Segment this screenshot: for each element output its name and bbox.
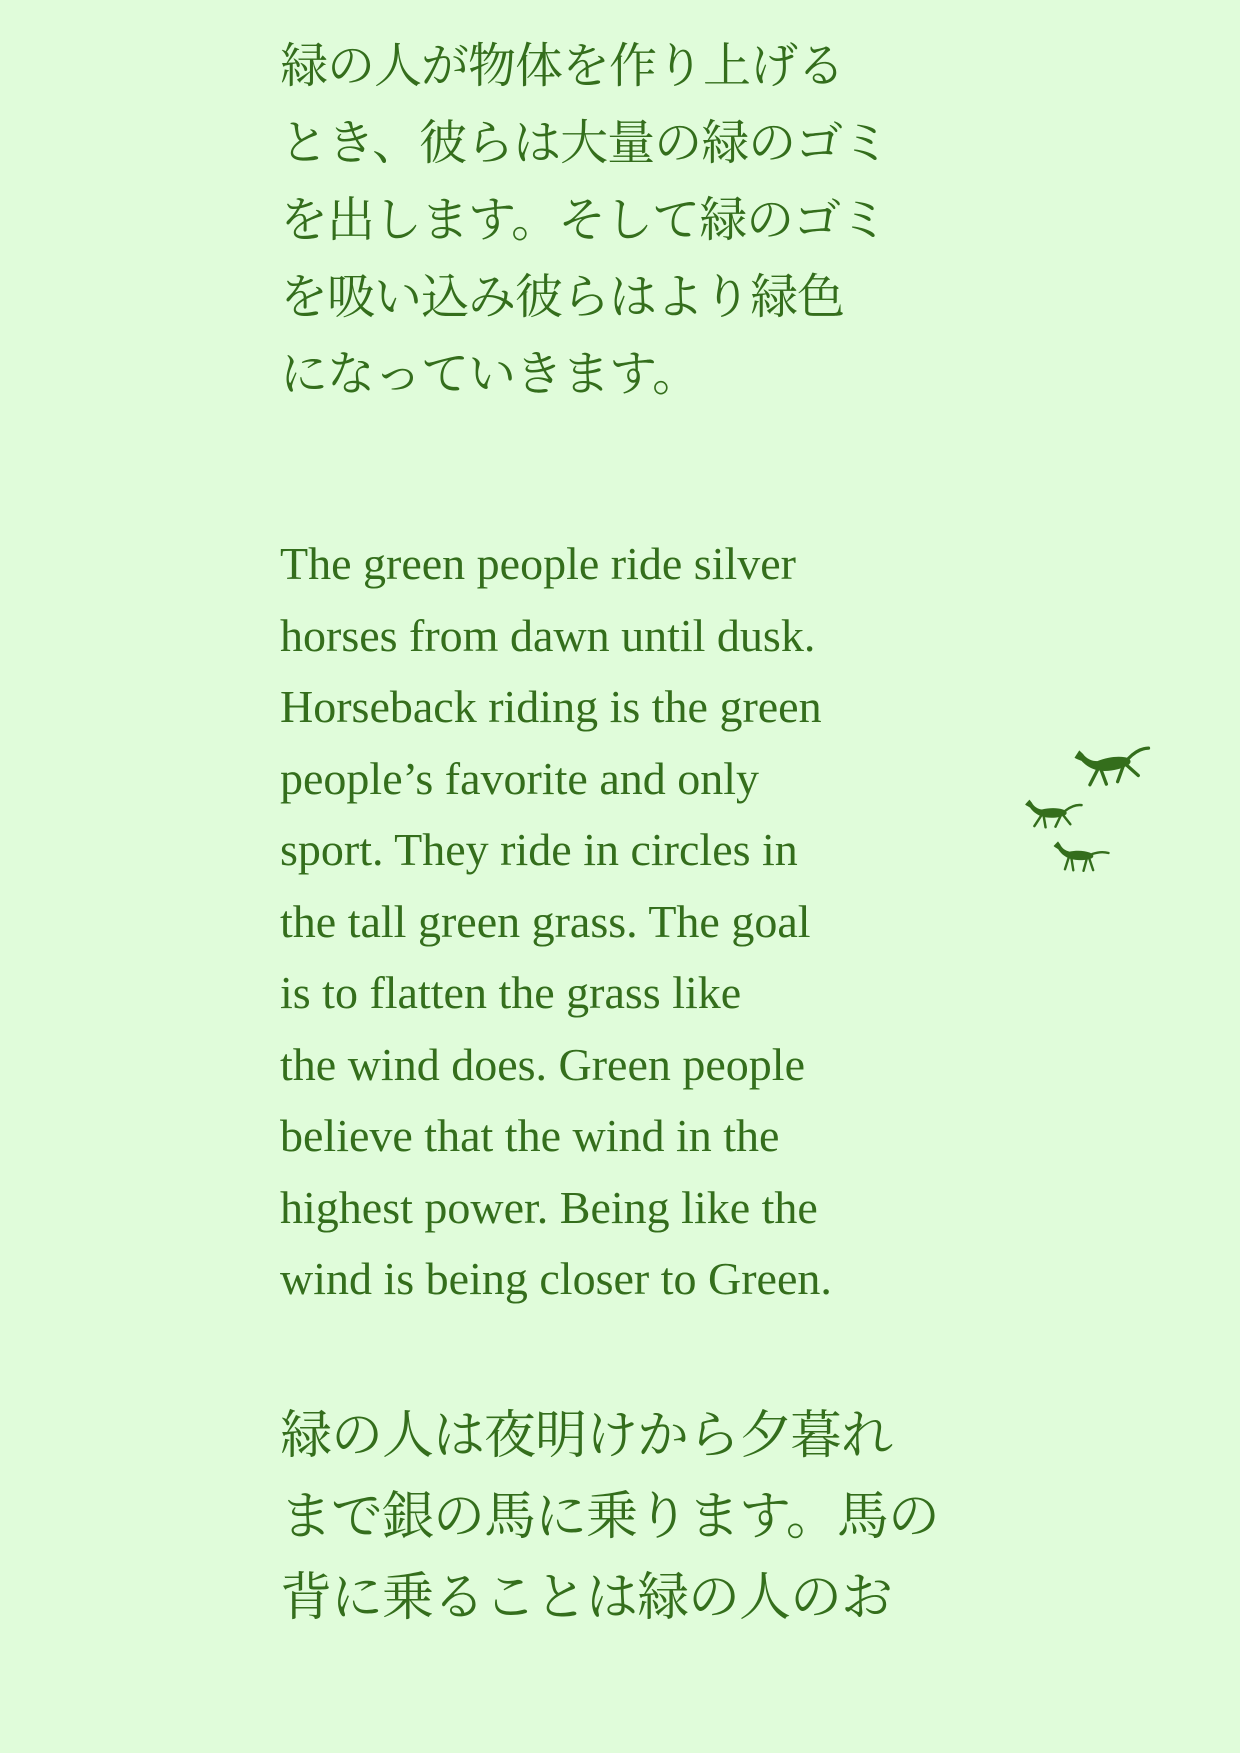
paragraph-japanese-bottom [280,1396,1140,1639]
jp-top-line-3: を出します。そして緑のゴミ [280,192,888,248]
en-line-10: highest power. Being like the [280,1181,818,1233]
trotting-horse-icon [1049,840,1111,874]
en-line-2: horses from dawn until dusk. [280,609,816,661]
jp-top-line-5: になっていきます。 [280,346,700,402]
jp-bottom-line-1: 緑の人は夜明けから夕暮れ [280,1406,893,1466]
jp-bottom-line-2: まで銀の馬に乗ります。馬の [280,1487,939,1547]
en-line-6: the tall green grass. The goal [280,895,811,947]
en-line-1: The green people ride silver [280,538,796,589]
jp-bottom-line-3: 背に乗ることは緑の人のお [280,1568,893,1628]
en-line-5: sport. They ride in circles in [280,824,798,875]
paragraph-japanese-top [280,28,1140,413]
jp-top-line-2: とき、彼らは大量の緑のゴミ [280,115,890,171]
jp-top-line-4: を吸い込み彼らはより緑色 [280,269,845,325]
en-line-9: believe that the wind in the [280,1110,780,1161]
paragraph-english-middle [280,528,1140,1315]
en-line-7: is to flatten the grass like [280,967,742,1018]
galloping-horse-icon [1022,799,1084,831]
en-line-4: people’s favorite and only [280,752,760,804]
en-line-11: wind is being closer to Green. [280,1253,832,1304]
jp-top-line-1: 緑の人が物体を作り上げる [280,38,845,94]
en-line-8: the wind does. Green people [280,1038,806,1090]
en-line-3: Horseback riding is the green [280,681,822,732]
